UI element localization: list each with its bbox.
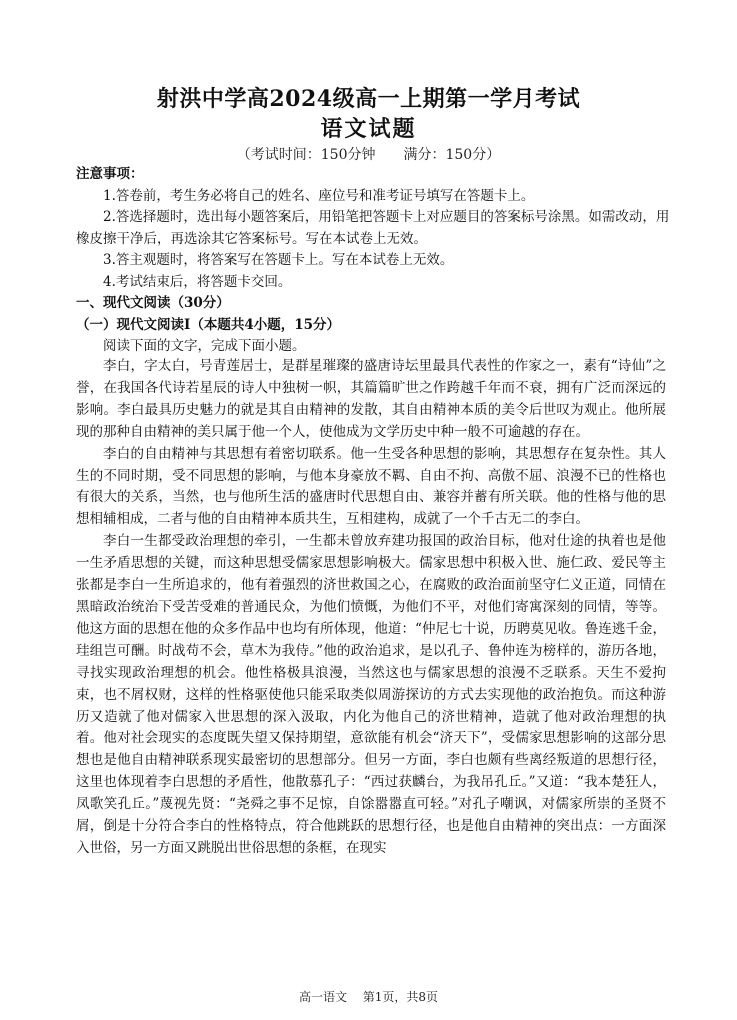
notice-item: 2.答选择题时，选出每小题答案后，用铅笔把答题卡上对应题目的答案标号涂黑。如需改动，用橡皮擦干净后，再选涂其它答案标号。写在本试卷上无效。 xyxy=(76,209,670,247)
reading-instruction: 阅读下面的文字，完成下面小题。 xyxy=(103,338,306,354)
section-heading: 一、现代文阅读（30分） xyxy=(76,295,230,311)
subsection-heading: （一）现代文阅读Ⅰ（本题共4小题，15分） xyxy=(76,316,340,333)
exam-info: （考试时间：150分钟 满分：150分） xyxy=(236,147,501,163)
page-footer xyxy=(0,988,737,1005)
passage-paragraph: 李白，字太白，号青莲居士，是群星璀璨的盛唐诗坛里最具代表性的作家之一，素有“诗仙”之誉，在我国各代诗若星辰的诗人中独树一帜，其篇篇旷世之作跨越千年而不衰，拥有广泛而深远的影响。李白最具历史魅力的就是其自由精神的发散，其自由精神本质的美令后世叹为观止。他所展现的那种自由精神的美只属于他一个人，使他成为文学历史中种一般不可逾越的存在。 xyxy=(76,358,666,440)
exam-subject-title: 语文试题 xyxy=(320,116,417,142)
footer-page-number: 第1页，共8页 xyxy=(362,990,439,1004)
reading-passage xyxy=(76,356,666,860)
notice-item: 1.答卷前，考生务必将自己的姓名、座位号和准考证号填写在答题卡上。 xyxy=(103,187,535,204)
notice-item: 4.考试结束后，将答题卡交回。 xyxy=(103,273,292,290)
notice-item: 3.答主观题时，将答案写在答题卡上。写在本试卷上无效。 xyxy=(103,252,454,268)
exam-title: 射洪中学高2024级高一上期第一学月考试 xyxy=(156,86,581,112)
notice-block xyxy=(76,164,672,358)
passage-paragraph: 李白一生都受政治理想的牵引，一生都未曾放弃建功报国的政治目标，他对仕途的执着也是他一生矛盾思想的关键，而这种思想受儒家思想影响极大。儒家思想中积极入世、施仁政、爱民等主张都是李白一生所追求的，他有着强烈的济世救国之心，在腐败的政治面前坚守仁义正道，同情在黑暗政治统治下受苦受难的普通民众，为他们愤慨，为他们不平，对他们寄寓深刻的同情，等等。他这方面的思想在他的众多作品中也均有所体现，他道：“仲尼七十说，历聘莫见收。鲁连逃千金，珪组岂可酬。时战苟不会，草木为我侍。”他的政治追求，是以孔子、鲁仲连为榜样的，游历各地，寻找实现政治理想的机会。他性格极具浪漫，当然这也与儒家思想的浪漫不乏联系。天生不爱拘束，也不屑权财，这样的性格驱使他只能采取类似周游探访的方式去实现他的政治抱负。而这种游历又造就了他对儒家入世思想的深入汲取，内化为他自己的济世精神，造就了他对政治理想的执着。他对社会现实的态度既失望又保持期望，意欲能有机会“济天下”，受儒家思想影响的这部分思想也是他自由精神联系现实最密切的思想部分。但另一方面，李白也颇有些离经叛道的思想行径，这里也体现着李白思想的矛盾性，他散慕孔子：“西过获麟台，为我吊孔丘。”又道：“我本楚狂人，凤歌笑孔丘。”蔑视先贤：“尧舜之事不足惊，自馀嚣嚣直可轻。”对孔子嘲讽，对儒家所崇的圣贤不屑，倒是十分符合李白的性格特点，符合他跳跃的思想行径，也是他自由精神的突出点：一方面深入世俗，另一方面又跳脱出世俗思想的条框，在现实 xyxy=(76,533,666,856)
notice-heading: 注意事项： xyxy=(76,166,144,182)
passage-paragraph: 李白的自由精神与其思想有着密切联系。他一生受各种思想的影响，其思想存在复杂性。其人生的不同时期，受不同思想的影响，与他本身豪放不羁、自由不拘、高傲不屈、浪漫不已的性格也有很大的关系，当然，也与他所生活的盛唐时代思想自由、兼容并蓄有所关联。他的性格与他的思想相辅相成，二者与他的自由精神本质共生，互相建构，成就了一个千古无二的李白。 xyxy=(76,445,666,528)
footer-subject: 高一语文 xyxy=(298,990,347,1004)
